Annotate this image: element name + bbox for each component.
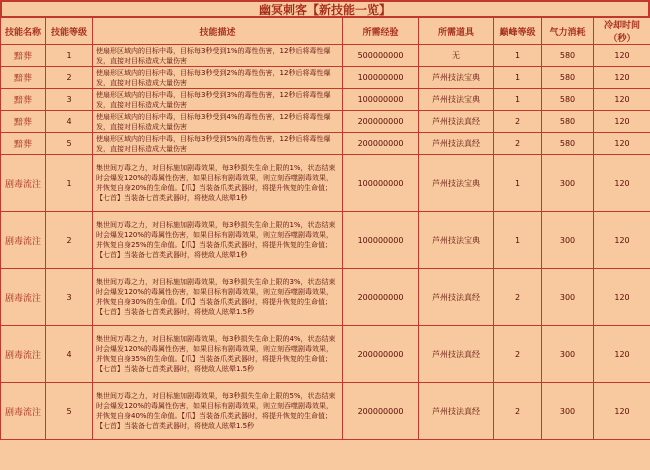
exp-cell: 100000000 — [343, 89, 419, 111]
skill-desc-cell: 集世间万毒之力，对目标施加剧毒效果，每3秒损失生命上限的1%，状态结束时会爆发120%的毒属性伤害，如果目标有剧毒效果，则立刻吞噬剧毒效果，并恢复自身25%的生命值。【爪】当装备爪类武器时，将提升恢复的生命值；【七首】当装备七首类武器时，将使敌人眩晕1秒 — [93, 212, 343, 269]
header-skill-level: 技能等级 — [46, 18, 93, 45]
cooldown-cell: 120 — [594, 67, 650, 89]
peak-level-cell: 2 — [494, 111, 542, 133]
cooldown-cell: 120 — [594, 155, 650, 212]
exp-cell: 500000000 — [343, 45, 419, 67]
peak-level-cell: 2 — [494, 383, 542, 440]
peak-level-cell: 2 — [494, 326, 542, 383]
cooldown-cell: 120 — [594, 45, 650, 67]
peak-level-cell: 1 — [494, 89, 542, 111]
item-cell: 无 — [419, 45, 494, 67]
table-row — [1, 269, 650, 326]
page-title: 幽冥刺客【新技能一览】 — [0, 0, 650, 18]
skill-name-cell: 剧毒流注 — [1, 383, 46, 440]
header-skill-desc: 技能描述 — [93, 18, 343, 45]
cooldown-cell: 120 — [594, 383, 650, 440]
table-row — [1, 45, 650, 67]
table-row — [1, 89, 650, 111]
qi-cost-cell: 300 — [542, 269, 594, 326]
header-skill-name: 技能名称 — [1, 18, 46, 45]
skill-level-cell: 5 — [46, 133, 93, 155]
item-cell: 芦州技法真经 — [419, 133, 494, 155]
skill-desc-cell: 使扇形区域内的目标中毒，目标每3秒受到2%的毒性伤害，12秒后将毒性爆发，直接对目标造成大量伤害 — [93, 67, 343, 89]
skill-level-cell: 1 — [46, 45, 93, 67]
qi-cost-cell: 580 — [542, 133, 594, 155]
cooldown-cell: 120 — [594, 269, 650, 326]
cooldown-cell: 120 — [594, 111, 650, 133]
item-cell: 芦州技法真经 — [419, 269, 494, 326]
skill-desc-cell: 集世间万毒之力，对目标施加剧毒效果，每3秒损失生命上限的3%，状态结束时会爆发120%的毒属性伤害，如果目标有剧毒效果，则立刻吞噬剧毒效果，并恢复自身30%的生命值。【爪】当装备爪类武器时，将提升恢复的生命值；【七首】当装备七首类武器时，将使敌人眩晕1.5秒 — [93, 269, 343, 326]
skill-level-cell: 3 — [46, 89, 93, 111]
skill-name-cell: 剧毒流注 — [1, 326, 46, 383]
peak-level-cell: 2 — [494, 133, 542, 155]
skill-table — [0, 17, 650, 440]
qi-cost-cell: 580 — [542, 67, 594, 89]
header-row — [1, 18, 650, 45]
skill-name-cell: 剧毒流注 — [1, 212, 46, 269]
skill-level-cell: 2 — [46, 67, 93, 89]
table-row — [1, 212, 650, 269]
header-peak-level: 巅峰等级 — [494, 18, 542, 45]
exp-cell: 200000000 — [343, 383, 419, 440]
cooldown-cell: 120 — [594, 89, 650, 111]
qi-cost-cell: 580 — [542, 111, 594, 133]
table-row — [1, 67, 650, 89]
skill-desc-cell: 使扇形区域内的目标中毒，目标每3秒受到3%的毒性伤害，12秒后将毒性爆发，直接对目标造成大量伤害 — [93, 89, 343, 111]
skill-name-cell: 黯葬 — [1, 111, 46, 133]
table-body — [1, 45, 650, 440]
skill-level-cell: 3 — [46, 269, 93, 326]
peak-level-cell: 1 — [494, 45, 542, 67]
skill-desc-cell: 集世间万毒之力，对目标施加剧毒效果，每3秒损失生命上限的4%，状态结束时会爆发120%的毒属性伤害，如果目标有剧毒效果，则立刻吞噬剧毒效果，并恢复自身35%的生命值。【爪】当装备爪类武器时，将提升恢复的生命值；【七首】当装备七首类武器时，将使敌人眩晕1.5秒 — [93, 326, 343, 383]
skill-name-cell: 黯葬 — [1, 45, 46, 67]
skill-name-cell: 黯葬 — [1, 133, 46, 155]
qi-cost-cell: 300 — [542, 155, 594, 212]
skill-desc-cell: 集世间万毒之力，对目标施加剧毒效果，每3秒损失生命上限的1%，状态结束时会爆发120%的毒属性伤害，如果目标有剧毒效果，则立刻吞噬剧毒效果，并恢复自身20%的生命值。【爪】当装备爪类武器时，将提升恢复的生命值；【七首】当装备七首类武器时，将使敌人眩晕1秒 — [93, 155, 343, 212]
skill-name-cell: 黯葬 — [1, 89, 46, 111]
exp-cell: 100000000 — [343, 212, 419, 269]
skill-level-cell: 4 — [46, 326, 93, 383]
table-row — [1, 155, 650, 212]
cooldown-cell: 120 — [594, 212, 650, 269]
skill-desc-cell: 使扇形区域内的目标中毒，目标每3秒受到4%的毒性伤害，12秒后将毒性爆发，直接对目标造成大量伤害 — [93, 111, 343, 133]
skill-desc-cell: 使扇形区域内的目标中毒，目标每3秒受到5%的毒性伤害，12秒后将毒性爆发，直接对目标造成大量伤害 — [93, 133, 343, 155]
skill-name-cell: 黯葬 — [1, 67, 46, 89]
item-cell: 芦州技法真经 — [419, 326, 494, 383]
peak-level-cell: 1 — [494, 155, 542, 212]
exp-cell: 200000000 — [343, 111, 419, 133]
item-cell: 芦州技法宝典 — [419, 212, 494, 269]
table-row — [1, 383, 650, 440]
skill-level-cell: 1 — [46, 155, 93, 212]
skill-name-cell: 剧毒流注 — [1, 155, 46, 212]
skill-desc-cell: 集世间万毒之力，对目标施加剧毒效果，每3秒损失生命上限的5%，状态结束时会爆发120%的毒属性伤害，如果目标有剧毒效果，则立刻吞噬剧毒效果，并恢复自身40%的生命值。【爪】当装备爪类武器时，将提升恢复的生命值；【七首】当装备七首类武器时，将使敌人眩晕1.5秒 — [93, 383, 343, 440]
qi-cost-cell: 300 — [542, 383, 594, 440]
qi-cost-cell: 300 — [542, 212, 594, 269]
qi-cost-cell: 580 — [542, 45, 594, 67]
exp-cell: 100000000 — [343, 155, 419, 212]
header-qi-cost: 气力消耗 — [542, 18, 594, 45]
skill-name-cell: 剧毒流注 — [1, 269, 46, 326]
skill-level-cell: 4 — [46, 111, 93, 133]
skill-desc-cell: 使扇形区域内的目标中毒，目标每3秒受到1%的毒性伤害，12秒后将毒性爆发，直接对目标造成大量伤害 — [93, 45, 343, 67]
exp-cell: 200000000 — [343, 326, 419, 383]
cooldown-cell: 120 — [594, 326, 650, 383]
qi-cost-cell: 580 — [542, 89, 594, 111]
item-cell: 芦州技法真经 — [419, 111, 494, 133]
table-row — [1, 111, 650, 133]
item-cell: 芦州技法宝典 — [419, 155, 494, 212]
cooldown-cell: 120 — [594, 133, 650, 155]
peak-level-cell: 1 — [494, 212, 542, 269]
table-row — [1, 133, 650, 155]
peak-level-cell: 2 — [494, 269, 542, 326]
item-cell: 芦州技法真经 — [419, 383, 494, 440]
header-cooldown: 冷却时间（秒） — [594, 18, 650, 45]
qi-cost-cell: 300 — [542, 326, 594, 383]
item-cell: 芦州技法宝典 — [419, 67, 494, 89]
skill-level-cell: 2 — [46, 212, 93, 269]
exp-cell: 100000000 — [343, 67, 419, 89]
exp-cell: 200000000 — [343, 133, 419, 155]
exp-cell: 200000000 — [343, 269, 419, 326]
header-item: 所需道具 — [419, 18, 494, 45]
item-cell: 芦州技法宝典 — [419, 89, 494, 111]
peak-level-cell: 1 — [494, 67, 542, 89]
header-exp: 所需经验 — [343, 18, 419, 45]
skill-level-cell: 5 — [46, 383, 93, 440]
table-row — [1, 326, 650, 383]
